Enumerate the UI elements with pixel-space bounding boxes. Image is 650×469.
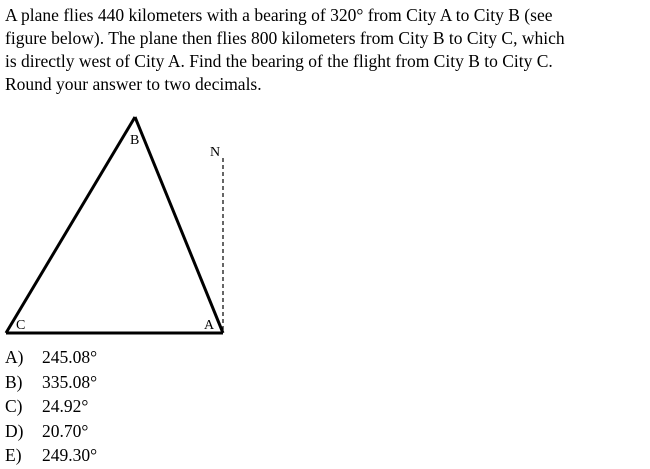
- choice-value: 24.92°: [42, 396, 89, 416]
- north-label: N: [210, 145, 221, 160]
- choice-letter: D): [5, 420, 24, 441]
- question-line: A plane flies 440 kilometers with a bearing of 320° from City A to City B (see: [5, 5, 553, 25]
- answer-choice: [5, 345, 97, 370]
- choice-value: 20.70°: [42, 420, 89, 441]
- answer-choice: [5, 443, 97, 468]
- triangle-diagram: [0, 110, 240, 342]
- question-text: [5, 4, 645, 96]
- vertex-label-c: C: [16, 318, 26, 333]
- side-cb: [6, 117, 135, 333]
- choice-value: 245.08°: [42, 347, 98, 367]
- question-line: Round your answer to two decimals.: [5, 74, 262, 94]
- answer-choices: [5, 345, 97, 468]
- answer-choice: [5, 394, 97, 419]
- question-line: is directly west of City A. Find the bearing of the flight from City B to City C.: [5, 51, 553, 71]
- vertex-label-a: A: [204, 318, 215, 333]
- answer-choice: [5, 370, 97, 395]
- choice-letter: A): [5, 347, 24, 367]
- vertex-label-b: B: [130, 133, 140, 148]
- choice-letter: B): [5, 371, 23, 392]
- choice-letter: C): [5, 396, 23, 416]
- triangle-figure: [0, 110, 240, 342]
- choice-value: 335.08°: [42, 371, 98, 392]
- question-line: figure below). The plane then flies 800 kilometers from City B to City C, which: [5, 28, 565, 48]
- choice-letter: E): [5, 445, 22, 465]
- answer-choice: [5, 419, 97, 444]
- choice-value: 249.30°: [42, 445, 98, 465]
